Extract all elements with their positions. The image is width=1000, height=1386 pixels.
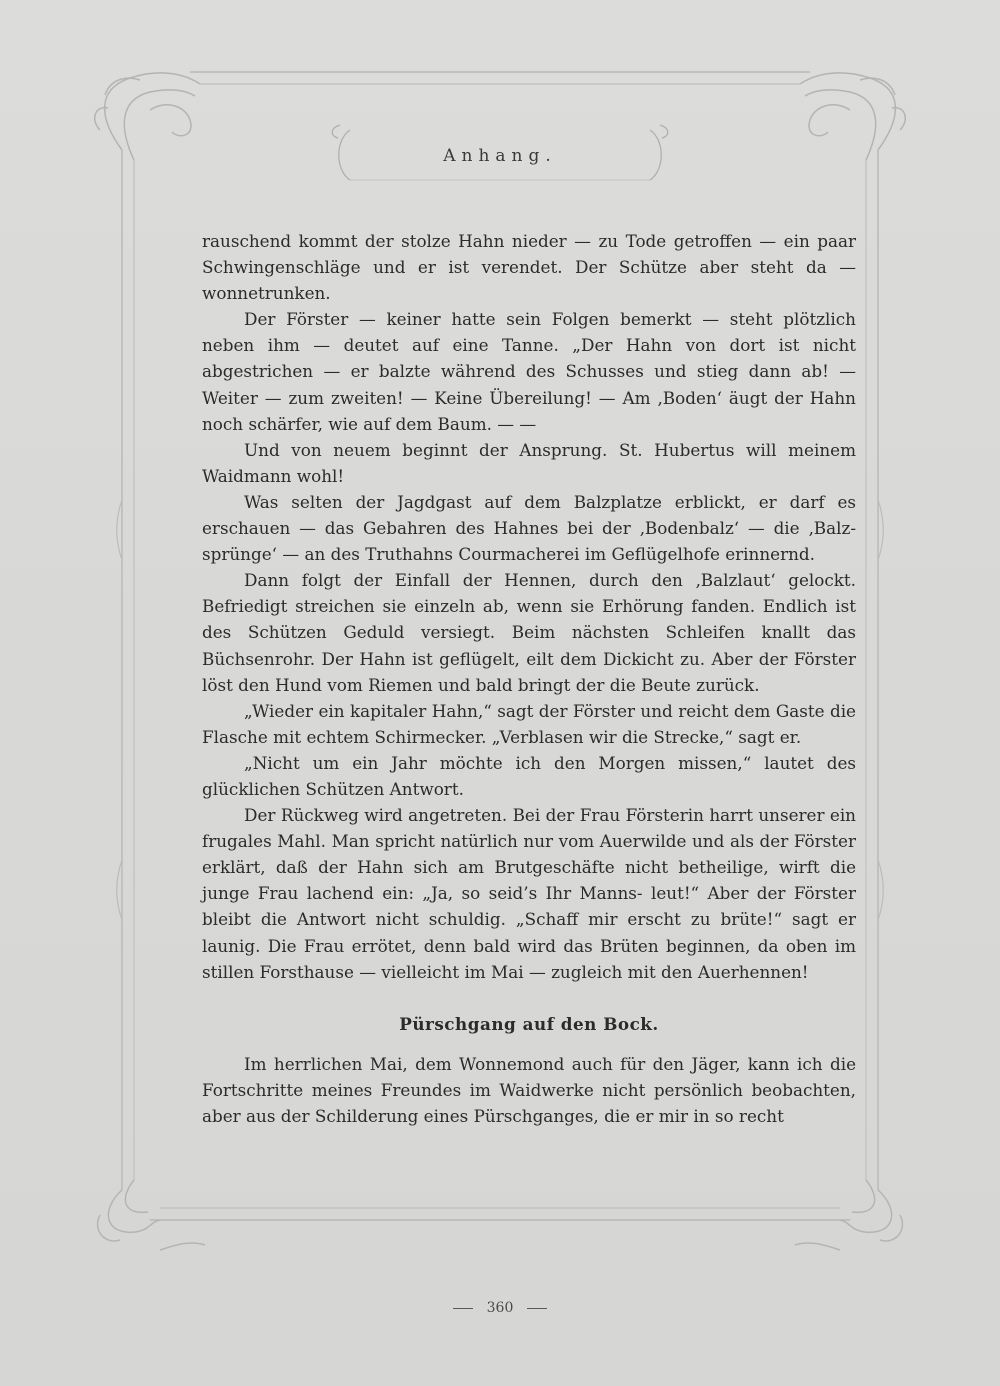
footer-dash-left	[453, 1308, 473, 1309]
frame-corner-bottom-right	[795, 1180, 902, 1250]
paragraph: Dann folgt der Einfall der Hennen, durch den ‚Balzlaut‘ gelockt. Befriedigt streichen sie einzeln ab, wenn sie Erhörung fanden. Endlich ist des Schützen Geduld versiegt. Beim nächsten Schleifen knallt das Büchsenrohr. Der Hahn ist geflügelt, eilt dem Dickicht zu. Aber der Förster löst den Hund vom Riemen und bald bringt der die Beute zurück.	[202, 570, 856, 695]
paragraph: „Nicht um ein Jahr möchte ich den Morgen missen,“ lautet des glücklichen Schützen Antwort.	[202, 752, 856, 799]
page-number: 360	[486, 1300, 514, 1316]
running-header: Anhang.	[443, 146, 557, 166]
paragraph: Der Förster — keiner hatte sein Folgen bemerkt — steht plötzlich neben ihm — deutet auf eine Tanne. „Der Hahn von dort ist nicht abgestrichen — er balzte während des Schusses und stieg dann ab! — Weiter — zum zweiten! — Keine Übereilung! — Am ‚Boden‘ äugt der Hahn noch schärfer, wie auf dem Baum. — —	[202, 309, 856, 434]
paragraph: Im herrlichen Mai, dem Wonnemond auch für den Jäger, kann ich die Fortschritte meines Freundes im Waidwerke nicht persönlich beobachten, aber aus der Schilderung eines Pürschganges, die er mir in so recht	[202, 1053, 856, 1126]
footer-dash-right	[527, 1308, 547, 1309]
paragraph: rauschend kommt der stolze Hahn nieder — zu Tode getroffen — ein paar Schwingenschläge und er ist verendet. Der Schütze aber steht da — wonnetrunken.	[202, 231, 856, 304]
paragraph: Was selten der Jagdgast auf dem Balzplatze erblickt, er darf es erschauen — das Gebahren des Hahnes bei der ‚Bodenbalz‘ — die ‚Balz- sprünge‘ — an des Truthahns Courmacherei im Geflügelhofe erinnernd.	[202, 491, 856, 565]
section-heading: Pürschgang auf den Bock.	[399, 1013, 659, 1034]
main-text	[202, 228, 856, 1129]
paragraph: Der Rückweg wird angetreten. Bei der Frau Försterin harrt unserer ein frugales Mahl. Man spricht natürlich nur vom Auerwilde und als der Förster erklärt, daß der Hahn sich am Brutgeschäfte nicht betheilige, wirft die junge Frau lachend ein: „Ja, so seid’s Ihr Manns- leut!“ Aber der Förster bleibt die Antwort nicht schuldig. „Schaff mir erscht zu brüte!“ sagt er launig. Die Frau errötet, denn bald wird das Brüten beginnen, da oben im stillen Forsthause — vielleicht im Mai — zugleich mit den Auerhennen!	[202, 805, 856, 982]
frame-corner-bottom-left	[98, 1180, 205, 1250]
paragraph: Und von neuem beginnt der Ansprung. St. Hubertus will meinem Waidmann wohl!	[202, 439, 856, 486]
page-footer	[0, 1300, 1000, 1316]
paragraph: „Wieder ein kapitaler Hahn,“ sagt der Förster und reicht dem Gaste die Flasche mit echtem Schirmecker. „Verblasen wir die Strecke,“ sagt er.	[202, 700, 856, 747]
